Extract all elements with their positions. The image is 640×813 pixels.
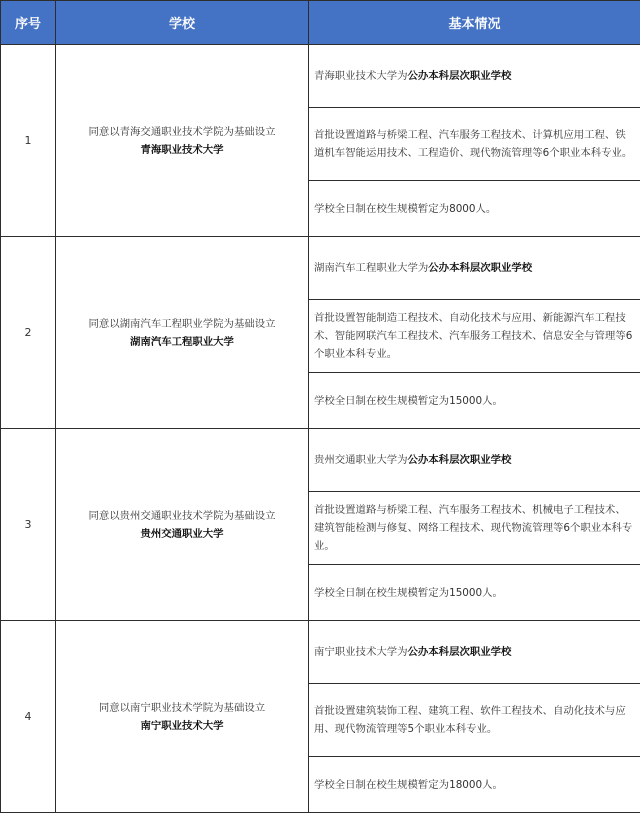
type-prefix: 南宁职业技术大学为 xyxy=(314,646,408,658)
type-label: 公办本科层次职业学校 xyxy=(408,646,512,658)
school-cell xyxy=(56,621,309,813)
scale-cell: 学校全日制在校生规模暂定为15000人。 xyxy=(309,373,640,429)
table-header-row xyxy=(1,1,640,45)
school-cell xyxy=(56,237,309,429)
school-type-cell xyxy=(309,621,640,684)
majors-cell: 首批设置建筑装饰工程、建筑工程、软件工程技术、自动化技术与应用、现代物流管理等5个职业本科专业。 xyxy=(309,684,640,757)
row-number: 2 xyxy=(1,237,56,429)
type-prefix: 青海职业技术大学为 xyxy=(314,70,408,82)
type-label: 公办本科层次职业学校 xyxy=(428,262,532,274)
approval-text: 同意以青海交通职业技术学院为基础设立 xyxy=(62,123,302,141)
header-no: 序号 xyxy=(1,1,56,45)
majors-cell: 首批设置智能制造工程技术、自动化技术与应用、新能源汽车工程技术、智能网联汽车工程技术、汽车服务工程技术、信息安全与管理等6个职业本科专业。 xyxy=(309,300,640,373)
type-label: 公办本科层次职业学校 xyxy=(408,70,512,82)
scale-cell: 学校全日制在校生规模暂定为18000人。 xyxy=(309,757,640,813)
school-name: 青海职业技术大学 xyxy=(62,141,302,159)
school-name: 湖南汽车工程职业大学 xyxy=(62,333,302,351)
scale-cell: 学校全日制在校生规模暂定为8000人。 xyxy=(309,181,640,237)
approval-text: 同意以南宁职业技术学院为基础设立 xyxy=(62,699,302,717)
school-name: 南宁职业技术大学 xyxy=(62,717,302,735)
row-number: 4 xyxy=(1,621,56,813)
header-school: 学校 xyxy=(56,1,309,45)
school-type-cell xyxy=(309,237,640,300)
type-prefix: 贵州交通职业大学为 xyxy=(314,454,408,466)
table-row xyxy=(1,45,640,108)
table-row xyxy=(1,429,640,492)
approval-text: 同意以湖南汽车工程职业学院为基础设立 xyxy=(62,315,302,333)
table-row xyxy=(1,621,640,684)
type-label: 公办本科层次职业学校 xyxy=(408,454,512,466)
majors-cell: 首批设置道路与桥梁工程、汽车服务工程技术、计算机应用工程、铁道机车智能运用技术、工程造价、现代物流管理等6个职业本科专业。 xyxy=(309,108,640,181)
school-type-cell xyxy=(309,429,640,492)
school-name: 贵州交通职业大学 xyxy=(62,525,302,543)
type-prefix: 湖南汽车工程职业大学为 xyxy=(314,262,428,274)
row-number: 3 xyxy=(1,429,56,621)
majors-cell: 首批设置道路与桥梁工程、汽车服务工程技术、机械电子工程技术、建筑智能检测与修复、网络工程技术、现代物流管理等6个职业本科专业。 xyxy=(309,492,640,565)
school-cell xyxy=(56,45,309,237)
header-info: 基本情况 xyxy=(309,1,640,45)
table-row xyxy=(1,237,640,300)
school-cell xyxy=(56,429,309,621)
school-type-cell xyxy=(309,45,640,108)
row-number: 1 xyxy=(1,45,56,237)
scale-cell: 学校全日制在校生规模暂定为15000人。 xyxy=(309,565,640,621)
approval-text: 同意以贵州交通职业技术学院为基础设立 xyxy=(62,507,302,525)
